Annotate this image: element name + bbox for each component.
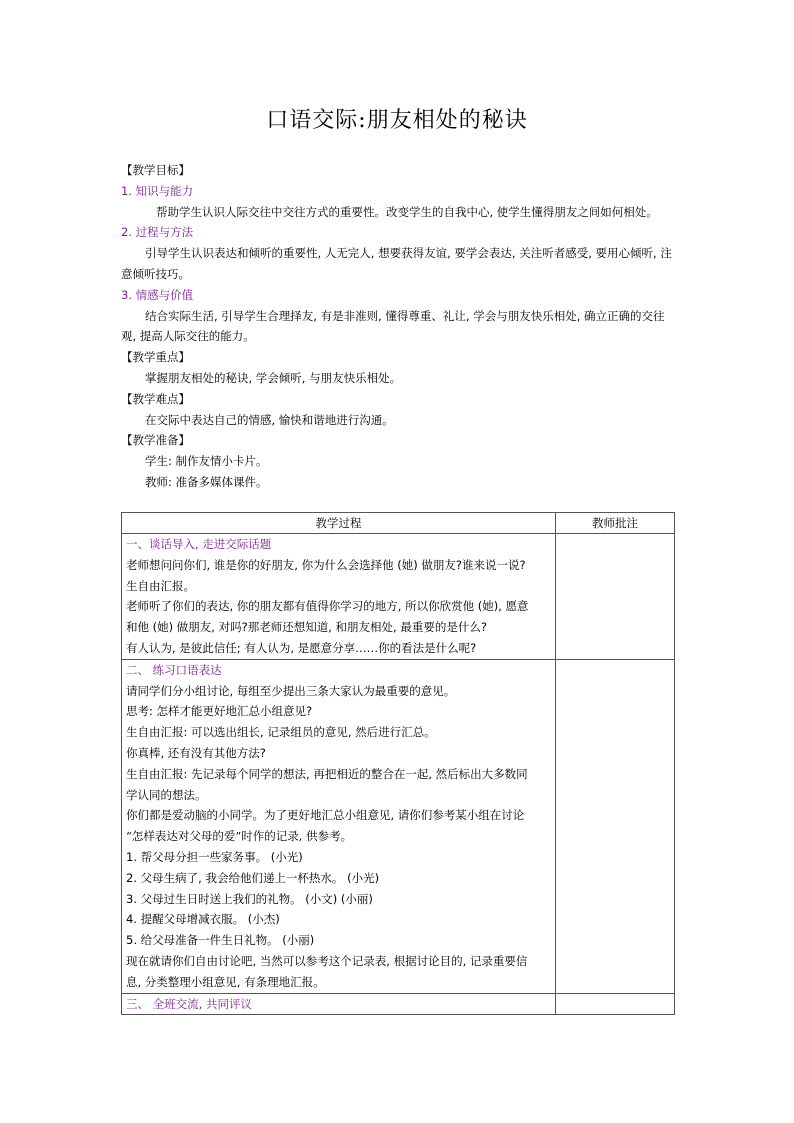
header-process: 教学过程: [122, 513, 556, 534]
section-line: “怎样表达对父母的爱”时作的记录, 供参考。: [126, 829, 353, 844]
section-line: 5. 给父母准备一件生日礼物。 (小丽): [126, 933, 315, 948]
section-line: 息, 分类整理小组意见, 有条理地汇报。: [126, 974, 325, 989]
table-header-row: [122, 513, 675, 534]
difficulties-text: 在交际中表达自己的情感, 愉快和谐地进行沟通。: [145, 412, 394, 427]
table-row: [122, 993, 675, 1015]
section-line: 你们都是爱动脑的小同学。为了更好地汇总小组意见, 请你们参考某小组在讨论: [126, 808, 525, 823]
table-row: [122, 534, 675, 660]
section-line: 学认同的想法。: [126, 787, 207, 802]
page-title: 口语交际:朋友相处的秘诀: [266, 108, 528, 133]
process-cell: [122, 534, 556, 660]
objective-label-3: 3. 情感与价值: [121, 287, 194, 302]
objective-text-1: 帮助学生认识人际交往中交往方式的重要性。改变学生的自我中心, 使学生懂得朋友之间如何相处。: [156, 204, 658, 219]
table-row: [122, 659, 675, 993]
section-line: 老师想问问你们, 谁是你的好朋友, 你为什么会选择他 (她) 做朋友?谁来说一说?: [126, 557, 526, 572]
section-line: 和他 (她) 做朋友, 对吗?那老师还想知道, 和朋友相处, 最重要的是什么?: [126, 620, 487, 635]
process-cell: [122, 659, 556, 993]
section-line: 2. 父母生病了, 我会给他们递上一杯热水。 (小光): [126, 870, 380, 885]
table-body: [122, 534, 675, 1015]
section-line: 4. 提醒父母增减衣服。 (小杰): [126, 912, 280, 927]
section-line: 老师听了你们的表达, 你的朋友都有值得你学习的地方, 所以你欣赏他 (她), 愿意: [126, 599, 529, 614]
section-line: 3. 父母过生日时送上我们的礼物。 (小文) (小丽): [126, 891, 373, 906]
objective-text-3: 结合实际生活, 引导学生合理择友, 有是非准则, 懂得尊重、礼让, 学会与朋友快乐相处, 确立正确的交往观, 提高人际交往的能力。: [121, 308, 665, 344]
section-line: 现在就请你们自由讨论吧, 当然可以参考这个记录表, 根据讨论目的, 记录重要信: [126, 953, 528, 968]
section-line: 你真棒, 还有没有其他方法?: [126, 745, 266, 760]
objective-label-2: 2. 过程与方法: [121, 225, 194, 240]
document-body: [121, 160, 676, 493]
section-line: 生自由汇报: 可以选出组长, 记录组员的意见, 然后进行汇总。: [126, 725, 436, 740]
difficulties-heading: 【教学难点】: [121, 391, 190, 406]
preparation-heading: 【教学准备】: [121, 433, 190, 448]
teacher-note-cell: [556, 993, 675, 1015]
preparation-item-1: 学生: 制作友情小卡片。: [145, 454, 268, 469]
objective-label-1: 1. 知识与能力: [121, 183, 194, 198]
teaching-process-table: [121, 512, 675, 1015]
section-line: 思考: 怎样才能更好地汇总小组意见?: [126, 704, 313, 719]
section-title: 二、 练习口语表达: [126, 662, 222, 677]
section-line: 生自由汇报。: [126, 578, 195, 593]
section-line: 有人认为, 是彼此信任; 有人认为, 是愿意分享……你的看法是什么呢?: [126, 640, 477, 655]
objective-text-2: 引导学生认识表达和倾听的重要性, 人无完人, 想要获得友谊, 要学会表达, 关注听者感受, 要用心倾听, 注意倾听技巧。: [121, 246, 672, 281]
teacher-note-cell: [556, 659, 675, 993]
section-line: 1. 帮父母分担一些家务事。 (小光): [126, 849, 303, 864]
key-points-text: 掌握朋友相处的秘诀, 学会倾听, 与朋友快乐相处。: [145, 370, 402, 385]
key-points-heading: 【教学重点】: [121, 350, 190, 365]
process-cell: [122, 993, 556, 1015]
preparation-item-2: 教师: 准备多媒体课件。: [145, 474, 268, 489]
objectives-heading: 【教学目标】: [121, 163, 190, 177]
header-notes: 教师批注: [556, 513, 675, 534]
section-title: 一、谈话导入, 走进交际话题: [126, 537, 272, 551]
section-line: 生自由汇报: 先记录每个同学的想法, 再把相近的整合在一起, 然后标出大多数同: [126, 766, 528, 781]
section-title: 三、 全班交流, 共同评议: [126, 996, 252, 1011]
teacher-note-cell: [556, 534, 675, 660]
section-line: 请同学们分小组讨论, 每组至少提出三条大家认为最重要的意见。: [126, 683, 456, 698]
